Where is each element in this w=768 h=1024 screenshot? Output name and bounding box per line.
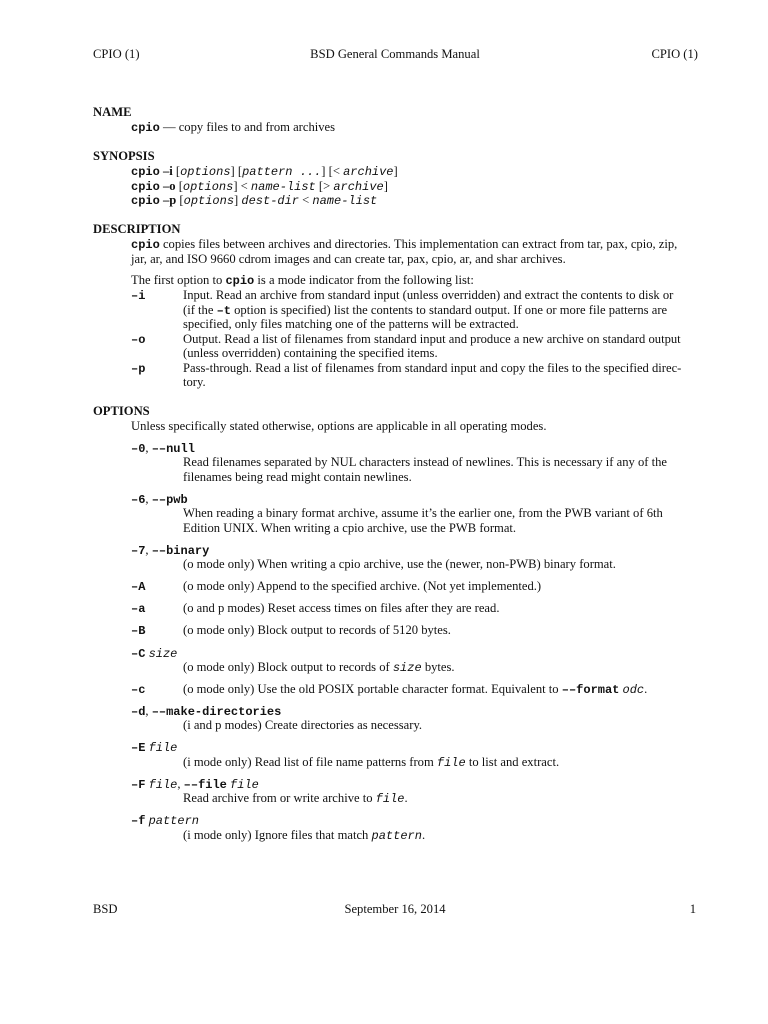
option-flag: ––format [561, 683, 620, 697]
footer-left: BSD [93, 902, 118, 916]
description-para2 [131, 273, 474, 289]
description-text: is a mode indicator from the following list: [254, 273, 474, 287]
option-a-desc: (o and p modes) Reset access times on files after they are read. [183, 601, 500, 615]
option-sep: , [145, 441, 152, 455]
option-flag: ––null [151, 442, 195, 456]
option-flag: –6 [131, 493, 146, 507]
option-E [131, 740, 177, 756]
option-desc-text: to list and extract. [465, 755, 560, 769]
footer-date: September 16, 2014 [344, 902, 446, 916]
option-flag-c: –c [131, 683, 146, 697]
synopsis-arg: options [183, 194, 235, 208]
option-arg: file [375, 792, 405, 806]
option-binary-desc: (o mode only) When writing a cpio archive, use the (newer, non-PWB) binary format. [183, 557, 616, 571]
synopsis-cmd: cpio [131, 180, 160, 194]
mode-i-line3: specified, only files matching one of the patterns will be extracted. [183, 317, 519, 331]
synopsis-text: ] [ [230, 164, 243, 178]
mode-o-line2: (unless overridden) containing the specified items. [183, 346, 438, 360]
name-text: — copy files to and from archives [159, 120, 336, 134]
synopsis-arg: options [180, 165, 231, 179]
option-A-desc: (o mode only) Append to the specified archive. (Not yet implemented.) [183, 579, 542, 593]
options-intro: Unless specifically stated otherwise, options are applicable in all operating modes. [131, 419, 547, 433]
synopsis-text: ] [< [321, 164, 344, 178]
section-options-heading: OPTIONS [93, 404, 150, 418]
option-flag-a: –a [131, 602, 146, 616]
option-pwb [131, 492, 188, 508]
option-make-directories-desc: (i and p modes) Create directories as necessary. [183, 718, 423, 732]
mode-flag-i: –i [131, 289, 146, 303]
option-sep: , [177, 777, 184, 791]
option-flag: –E [131, 741, 146, 755]
option-flag: –F [131, 778, 146, 792]
option-c-desc [183, 682, 647, 698]
option-flag: ––binary [151, 544, 210, 558]
mode-text: option is specified) list the contents to standard output. If one or more file patterns are [230, 303, 668, 317]
option-desc-text: bytes. [421, 660, 455, 674]
option-arg: pattern [148, 814, 199, 828]
option-flag: –0 [131, 442, 146, 456]
synopsis-flag: –o [162, 179, 176, 193]
option-C-desc [183, 660, 455, 676]
synopsis-text: ] [234, 193, 242, 207]
synopsis-flag: –p [162, 193, 177, 207]
mode-p-line2: tory. [183, 375, 206, 389]
synopsis-line-1 [131, 164, 398, 180]
footer-page-number: 1 [689, 902, 696, 916]
synopsis-text: [ [175, 179, 183, 193]
mode-flag-o: –o [131, 333, 146, 347]
option-f-desc [183, 828, 425, 844]
option-null-desc-2: filenames being read might contain newlines. [183, 470, 412, 484]
section-synopsis-heading: SYNOPSIS [93, 149, 155, 163]
synopsis-arg: archive [343, 165, 394, 179]
option-flag: –7 [131, 544, 146, 558]
option-desc-text: . [421, 828, 426, 842]
mode-i-line1: Input. Read an archive from standard input (unless overridden) and extract the contents to disk or [183, 288, 674, 302]
description-cmd: cpio [131, 238, 160, 252]
option-arg: odc [622, 683, 645, 697]
synopsis-text: < [299, 193, 313, 207]
option-B-desc: (o mode only) Block output to records of 5120 bytes. [183, 623, 451, 637]
description-text: The first option to [131, 273, 226, 287]
option-pwb-desc-2: Edition UNIX. When writing a cpio archive, use the PWB format. [183, 521, 517, 535]
synopsis-arg: name-list [250, 180, 316, 194]
header-right: CPIO (1) [651, 47, 698, 61]
option-arg: file [148, 778, 178, 792]
synopsis-arg: pattern ... [242, 165, 322, 179]
option-flag: –C [131, 647, 146, 661]
option-flag-A: –A [131, 580, 146, 594]
option-desc-text: (o mode only) Block output to records of [183, 660, 393, 674]
section-description-heading: DESCRIPTION [93, 222, 181, 236]
option-pwb-desc-1: When reading a binary format archive, assume it’s the earlier one, from the PWB variant of 6th [183, 506, 663, 520]
mode-p-line1: Pass-through. Read a list of filenames from standard input and copy the files to the specified direc- [183, 361, 682, 375]
description-cmd: cpio [225, 274, 255, 288]
option-C [131, 646, 177, 662]
option-sep: , [145, 704, 152, 718]
synopsis-line-3 [131, 193, 377, 209]
mode-flag-t: –t [216, 304, 231, 318]
synopsis-arg: name-list [312, 194, 378, 208]
option-flag: ––make-directories [151, 705, 282, 719]
option-sep: , [145, 543, 152, 557]
option-arg: pattern [371, 829, 422, 843]
description-para1-line2: jar, ar, and ISO 9660 cdrom images and can create tar, pax, cpio, ar, and shar archives. [131, 252, 566, 266]
option-desc-text: (i mode only) Ignore files that match [183, 828, 372, 842]
synopsis-arg: dest-dir [241, 194, 299, 208]
option-arg: file [230, 778, 259, 792]
description-text: copies files between archives and directories. This implementation can extract from tar, pax, cpio, zip, [159, 237, 678, 251]
mode-text: (if the [183, 303, 217, 317]
option-desc-text: (i mode only) Read list of file name patterns from [183, 755, 437, 769]
synopsis-flag: –i [162, 164, 173, 178]
synopsis-text: [ [176, 193, 184, 207]
option-desc-text: Read archive from or write archive to [183, 791, 376, 805]
option-f [131, 813, 199, 829]
option-desc-text: (o mode only) Use the old POSIX portable character format. Equivalent to [183, 682, 562, 696]
mode-o-line1: Output. Read a list of filenames from standard input and produce a new archive on standard output [183, 332, 681, 346]
synopsis-cmd: cpio [131, 165, 160, 179]
option-flag: –f [131, 814, 146, 828]
option-arg: size [148, 647, 178, 661]
option-sep: , [145, 492, 152, 506]
header-left: CPIO (1) [93, 47, 140, 61]
option-desc-text: . [644, 682, 648, 696]
description-para1-line1 [131, 237, 677, 253]
option-file-desc [183, 791, 408, 807]
mode-flag-p: –p [131, 362, 146, 376]
option-E-desc [183, 755, 559, 771]
synopsis-text: [> [315, 179, 334, 193]
synopsis-arg: options [182, 180, 234, 194]
option-flag: ––file [183, 778, 227, 792]
section-name-heading: NAME [93, 105, 132, 119]
header-center: BSD General Commands Manual [310, 47, 480, 61]
synopsis-text: ] < [233, 179, 251, 193]
option-desc-text: . [404, 791, 408, 805]
option-flag-B: –B [131, 624, 146, 638]
name-line [131, 120, 335, 136]
synopsis-text: [ [172, 164, 181, 178]
synopsis-text: ] [393, 164, 398, 178]
synopsis-arg: archive [333, 180, 384, 194]
option-arg: size [392, 661, 422, 675]
synopsis-cmd: cpio [131, 194, 160, 208]
option-flag: ––pwb [151, 493, 188, 507]
synopsis-text: ] [383, 179, 388, 193]
option-arg: file [148, 741, 178, 755]
option-flag: –d [131, 705, 146, 719]
name-command: cpio [131, 121, 160, 135]
option-null-desc-1: Read filenames separated by NUL characters instead of newlines. This is necessary if any of the [183, 455, 667, 469]
option-arg: file [436, 756, 466, 770]
